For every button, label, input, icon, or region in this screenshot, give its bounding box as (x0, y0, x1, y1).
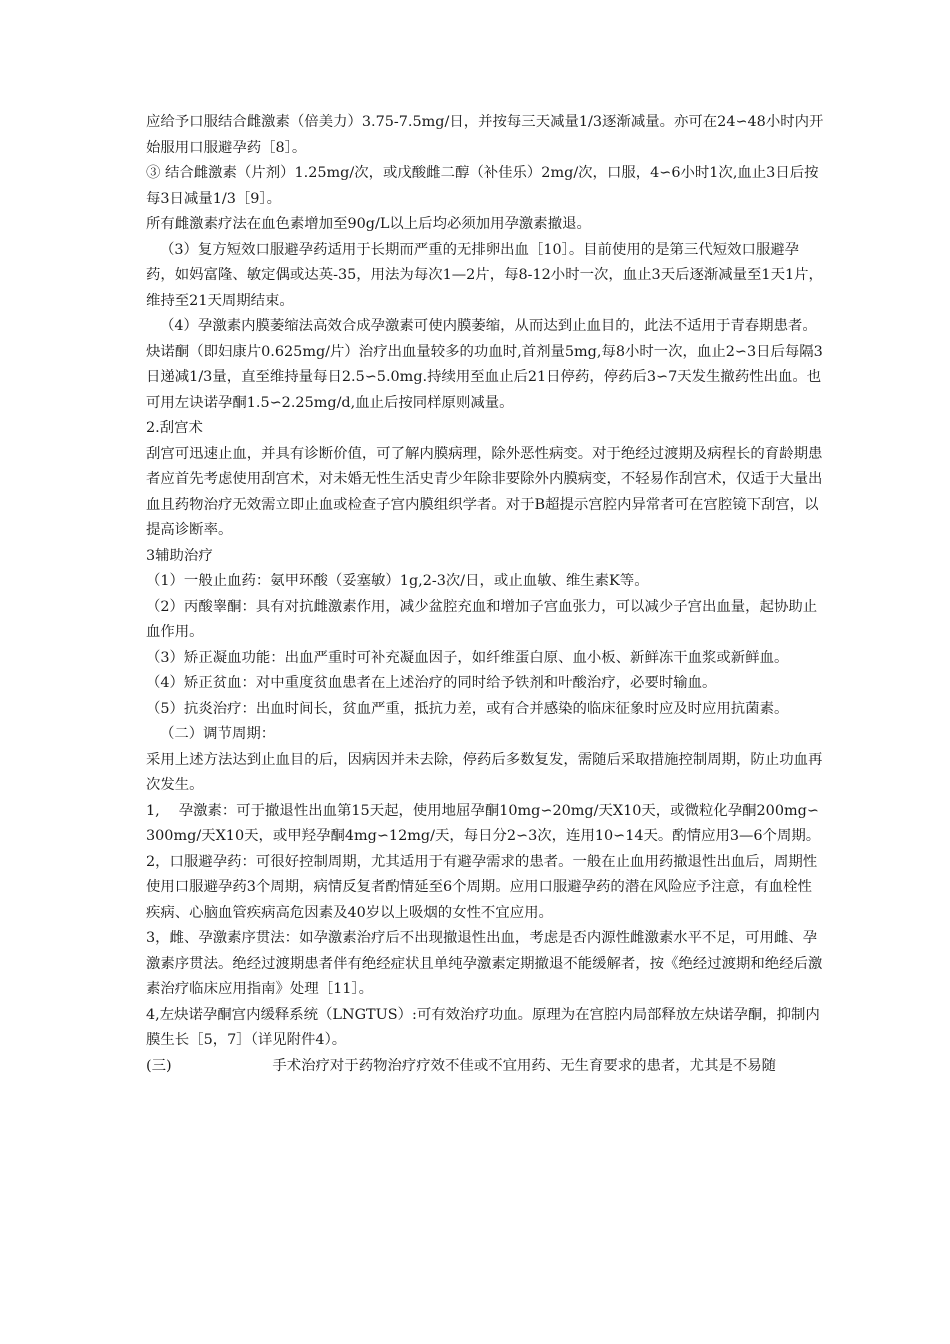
paragraph-sequential-therapy: 3，雌、孕激素序贯法：如孕激素治疗后不出现撤退性出血，考虑是否内源性雌激素水平不足，可用雌、孕激素序贯法。绝经过渡期患者伴有绝经症状且单纯孕激素定期撤退不能缓解者，按《绝经过渡期和绝经后激素治疗临床应用指南》处理［11］。 (146, 930, 823, 997)
paragraph-cycle-intro: 采用上述方法达到止血目的后，因病因并未去除，停药后多数复发，需随后采取措施控制周期，防止功血再次发生。 (146, 751, 823, 793)
paragraph-curettage: 刮宫可迅速止血，并具有诊断价值，可了解内膜病理，除外恶性病变。对于绝经过渡期及病程长的育龄期患者应首先考虑使用刮宫术，对未婚无性生活史青少年除非要除外内膜病变，不轻易作刮宫术，仅适于大量出血且药物治疗无效需立即止血或检查子宫内膜组织学者。对于B超提示宫腔内异常者可在宫腔镜下刮宫，以提高诊断率。 (146, 445, 823, 538)
paragraph-surgery: (三) 手术治疗对于药物治疗疗效不佳或不宜用药、无生育要求的患者，尤其是不易随 (146, 1057, 777, 1074)
paragraph-conjugated-estrogen: ③ 结合雌激素（片剂）1.25mg/次，或戊酸雌二醇（补佳乐）2mg/次，口服，4∽6小时1次,血止3日后按每3日减量1/3［9］。 (146, 165, 819, 207)
paragraph-oral-contraceptive-cycle: 2，口服避孕药：可很好控制周期，尤其适用于有避孕需求的患者。一般在止血用药撤退性出血后，周期性使用口服避孕药3个周期，病情反复者酌情延至6个周期。应用口服避孕药的潜在风险应予注意，有血栓性疾病、心脑血管疾病高危因素及40岁以上吸烟的女性不宜应用。 (146, 853, 818, 921)
document-page (146, 110, 826, 1079)
paragraph-estrogen-dosage: 应给予口服结合雌激素（倍美力）3.75-7.5mg/日，并按每三天减量1/3逐渐减量。亦可在24∽48小时内开始服用口服避孕药［8］。 (146, 114, 824, 156)
paragraph-testosterone: （2）丙酸睾酮：具有对抗雌激素作用，减少盆腔充血和增加子宫血张力，可以减少子宫出血量，起协助止血作用。 (146, 598, 818, 640)
paragraph-coagulation: （3）矫正凝血功能：出血严重时可补充凝血因子，如纤维蛋白原、血小板、新鲜冻干血浆或新鲜血。 (146, 649, 789, 666)
paragraph-oral-contraceptive: （3）复方短效口服避孕药适用于长期而严重的无排卵出血［10］。目前使用的是第三代短效口服避孕药，如妈富隆、敏定偶或达英-35，用法为每次1—2片，每8-12小时一次，血止3天后逐渐减量至1天1片，维持至21天周期结束。 (146, 241, 823, 309)
paragraph-hemostatic: （1）一般止血药：氨甲环酸（妥塞敏）1g,2-3次/日，或止血敏、维生素K等。 (146, 573, 649, 589)
paragraph-endometrial-atrophy: （4）孕激素内膜萎缩法高效合成孕激素可使内膜萎缩，从而达到止血目的，此法不适用于青春期患者。炔诺酮（即妇康片0.625mg/片）治疗出血量较多的功血时,首剂量5mg,每8小时一次，血止2∽3日后每隔3日递减1/3量，直至维持量每日2.5∽5.0mg.持续用至血止后21日停药，停药后3∽7天发生撤药性出血。也可用左诀诺孕酮1.5∽2.25mg/d,血止后按同样原则减量。 (146, 318, 823, 411)
paragraph-anti-inflammatory: （5）抗炎治疗：出血时间长，贫血严重，抵抗力差，或有合并感染的临床征象时应及时应用抗菌素。 (146, 700, 789, 717)
heading-curettage: 2.刮宫术 (146, 420, 203, 436)
heading-cycle-regulation: （二）调节周期： (160, 726, 276, 742)
paragraph-lng-ius: 4,左炔诺孕酮宫内缓释系统（LNGTUS）:可有效治疗功血。原理为在宫腔内局部释放左炔诺孕酮，抑制内膜生长［5，7］（详见附件4）。 (146, 1006, 820, 1048)
paragraph-progestin-withdrawal: 所有雌激素疗法在血色素增加至90g/L以上后均必须加用孕激素撤退。 (146, 216, 591, 232)
paragraph-progestogen: 1, 孕激素：可于撤退性出血第15天起，使用地屈孕酮10mg∽20mg/天X10天，或微粒化孕酮200mg∽300mg/天X10天，或甲羟孕酮4mg∽12mg/天，每日分2∽3次，连用10∽14天。酌情应用3—6个周期。 (146, 802, 821, 844)
paragraph-anemia: （4）矫正贫血：对中重度贫血患者在上述治疗的同时给予铁剂和叶酸治疗，必要时输血。 (146, 675, 717, 691)
heading-adjuvant-therapy: 3辅助治疗 (146, 547, 213, 564)
